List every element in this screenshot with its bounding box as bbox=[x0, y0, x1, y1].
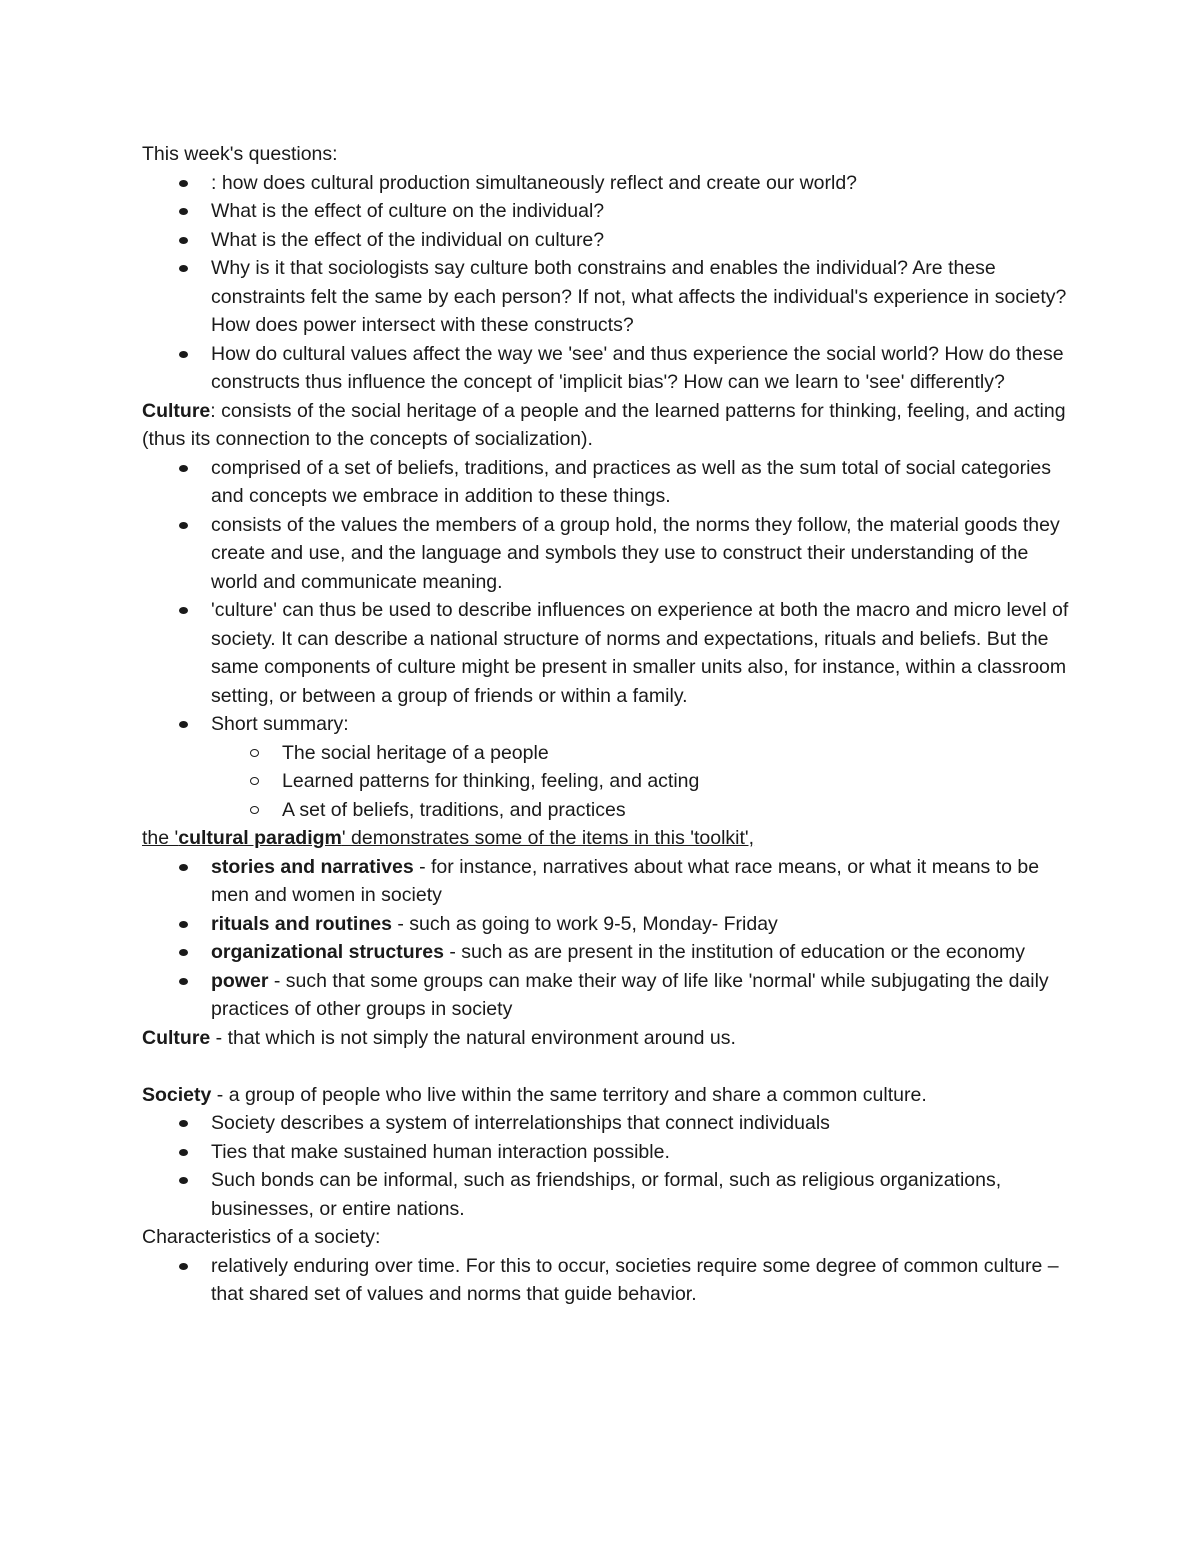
list-item: organizational structures - such as are present in the institution of education or the economy bbox=[211, 938, 1072, 967]
bullet-icon bbox=[179, 949, 188, 956]
characteristics-heading: Characteristics of a society: bbox=[142, 1226, 381, 1248]
society-list bbox=[142, 1109, 1072, 1223]
bullet-icon bbox=[179, 208, 188, 215]
list-item: relatively enduring over time. For this to occur, societies require some degree of common culture – that shared set of values and norms that guide behavior. bbox=[211, 1252, 1072, 1309]
hollow-bullet-icon bbox=[250, 749, 259, 757]
list-item: Ties that make sustained human interaction possible. bbox=[211, 1138, 1072, 1167]
list-item: comprised of a set of beliefs, traditions, and practices as well as the sum total of social categories and concepts we embrace in addition to these things. bbox=[211, 454, 1072, 511]
bullet-icon bbox=[179, 1177, 188, 1184]
bullet-icon bbox=[179, 1120, 188, 1127]
society-definition: Society - a group of people who live within the same territory and share a common culture. bbox=[142, 1083, 927, 1106]
culture-term: Culture bbox=[142, 399, 211, 422]
society-term: Society bbox=[142, 1083, 212, 1106]
bullet-icon bbox=[179, 237, 188, 244]
list-item: Society describes a system of interrelationships that connect individuals bbox=[211, 1109, 1072, 1138]
list-item: : how does cultural production simultaneously reflect and create our world? bbox=[211, 169, 1072, 198]
bullet-icon bbox=[179, 864, 188, 871]
list-item: 'culture' can thus be used to describe influences on experience at both the macro and micro level of society. It can describe a national structure of norms and expectations, rituals and beliefs. But the same components of culture might be present in smaller units also, for instance, within a classroom setting, or between a group of friends or within a family. bbox=[211, 596, 1072, 710]
spacer bbox=[142, 1052, 1072, 1081]
list-item: consists of the values the members of a group hold, the norms they follow, the material goods they create and use, and the language and symbols they use to construct their understanding of the world and communicate meaning. bbox=[211, 511, 1072, 597]
hollow-bullet-icon bbox=[250, 806, 259, 814]
bullet-icon bbox=[179, 607, 188, 614]
culture-list bbox=[142, 454, 1072, 825]
list-item: Short summary: The social heritage of a people Learned patterns for thinking, feeling, and acting A set of beliefs, traditions, and practices bbox=[211, 710, 1072, 824]
list-item: power - such that some groups can make their way of life like 'normal' while subjugating the daily practices of other groups in society bbox=[211, 967, 1072, 1024]
culture-definition: Culture: consists of the social heritage of a people and the learned patterns for thinking, feeling, and acting (thus its connection to the concepts of socialization). bbox=[142, 399, 1066, 450]
paradigm-term: cultural paradigm bbox=[178, 827, 342, 849]
list-item: Such bonds can be informal, such as friendships, or formal, such as religious organizations, businesses, or entire nations. bbox=[211, 1166, 1072, 1223]
sub-list-item: The social heritage of a people bbox=[282, 739, 1072, 768]
bullet-icon bbox=[179, 921, 188, 928]
list-item: Why is it that sociologists say culture both constrains and enables the individual? Are these constraints felt the same by each person? If not, what affects the individual's experience in society? How does power intersect with these constructs? bbox=[211, 254, 1072, 340]
bullet-icon bbox=[179, 465, 188, 472]
bullet-icon bbox=[179, 180, 188, 187]
paradigm-list bbox=[142, 853, 1072, 1024]
questions-heading: This week's questions: bbox=[142, 143, 338, 165]
questions-list bbox=[142, 169, 1072, 397]
paradigm-heading: the 'cultural paradigm' demonstrates some of the items in this 'toolkit', bbox=[142, 827, 755, 849]
bullet-icon bbox=[179, 721, 188, 728]
bullet-icon bbox=[179, 522, 188, 529]
sub-list-item: A set of beliefs, traditions, and practices bbox=[282, 796, 1072, 825]
list-item: How do cultural values affect the way we 'see' and thus experience the social world? How do these constructs thus influence the concept of 'implicit bias'? How can we learn to 'see' differently? bbox=[211, 340, 1072, 397]
document-page bbox=[142, 140, 1072, 1309]
characteristics-list bbox=[142, 1252, 1072, 1309]
list-item: What is the effect of culture on the individual? bbox=[211, 197, 1072, 226]
bullet-icon bbox=[179, 351, 188, 358]
bullet-icon bbox=[179, 1263, 188, 1270]
list-item: rituals and routines - such as going to work 9-5, Monday- Friday bbox=[211, 910, 1072, 939]
bullet-icon bbox=[179, 978, 188, 985]
hollow-bullet-icon bbox=[250, 777, 259, 785]
bullet-icon bbox=[179, 1149, 188, 1156]
culture-definition-2: Culture - that which is not simply the natural environment around us. bbox=[142, 1026, 736, 1049]
list-item: What is the effect of the individual on culture? bbox=[211, 226, 1072, 255]
sub-list-item: Learned patterns for thinking, feeling, and acting bbox=[282, 767, 1072, 796]
bullet-icon bbox=[179, 265, 188, 272]
list-item: stories and narratives - for instance, narratives about what race means, or what it means to be men and women in society bbox=[211, 853, 1072, 910]
summary-list bbox=[211, 739, 1072, 825]
